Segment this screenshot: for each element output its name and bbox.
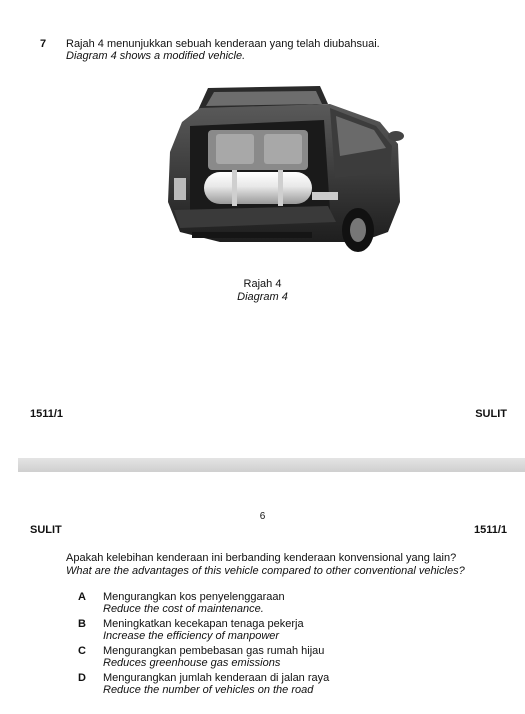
option-letter: A — [78, 591, 86, 603]
question-stem-english: What are the advantages of this vehicle compared to other conventional vehicles? — [66, 565, 465, 577]
question-stem-malay: Apakah kelebihan kenderaan ini berbanding kenderaan konvensional yang lain? — [66, 552, 457, 564]
question-text-malay: Rajah 4 menunjukkan sebuah kenderaan yang telah diubahsuai. — [66, 38, 380, 50]
figure-caption-malay: Rajah 4 — [243, 278, 282, 290]
option-letter: B — [78, 618, 86, 630]
question-text-english: Diagram 4 shows a modified vehicle. — [66, 50, 246, 62]
question-number: 7 — [40, 38, 47, 50]
footer-paper-code: 1511/1 — [30, 408, 64, 420]
option-text-malay: Mengurangkan jumlah kenderaan di jalan raya — [103, 672, 330, 684]
option-text-english: Reduce the cost of maintenance. — [103, 603, 264, 615]
footer-classification: SULIT — [475, 408, 507, 420]
header-paper-code: 1511/1 — [473, 524, 507, 536]
option-text-english: Reduce the number of vehicles on the road — [103, 684, 314, 696]
option-text-english: Increase the efficiency of manpower — [103, 630, 280, 642]
option-text-english: Reduces greenhouse gas emissions — [103, 657, 281, 669]
page-separator — [18, 458, 525, 472]
option-text-malay: Mengurangkan kos penyelenggaraan — [103, 591, 285, 603]
header-classification: SULIT — [30, 524, 62, 536]
option-text-malay: Mengurangkan pembebasan gas rumah hijau — [103, 645, 325, 657]
figure-caption-english: Diagram 4 — [237, 291, 288, 303]
option-letter: C — [78, 645, 86, 657]
option-letter: D — [78, 672, 86, 684]
modified-vehicle-photo — [160, 82, 410, 257]
page-number: 6 — [259, 511, 266, 522]
option-text-malay: Meningkatkan kecekapan tenaga pekerja — [103, 618, 304, 630]
